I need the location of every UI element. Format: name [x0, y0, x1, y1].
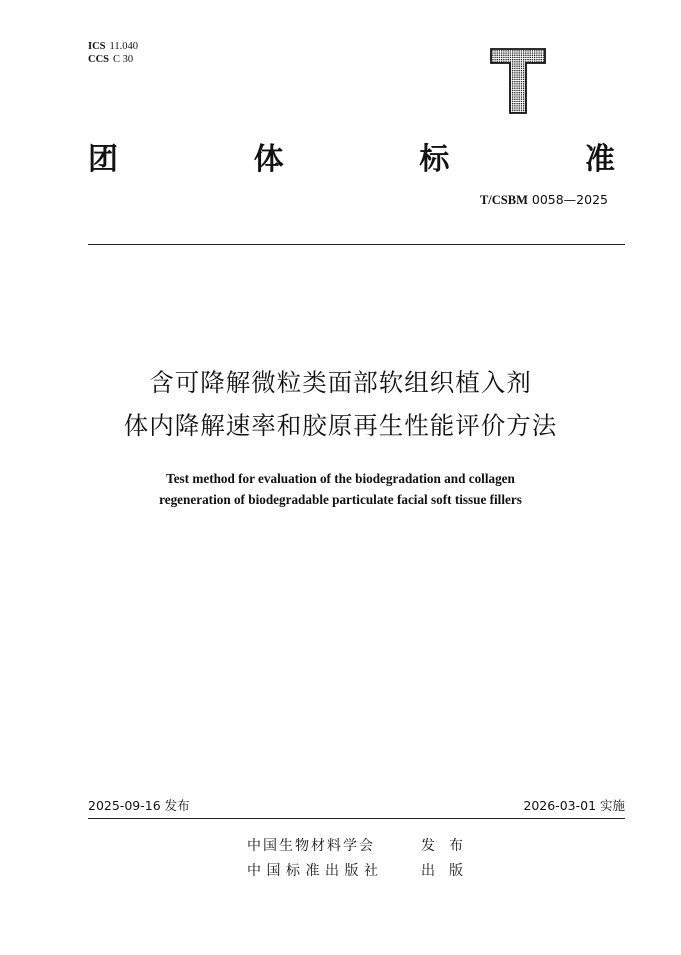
standard-type-char: 标 — [419, 142, 450, 177]
title-en-line1: Test method for evaluation of the biodegradation and collagen — [166, 471, 515, 486]
press-name: 中国标准出版社 — [247, 863, 384, 879]
implement-date: 2026-03-01 实施 — [523, 798, 625, 813]
classification-codes — [88, 40, 138, 66]
ics-label: ICS — [88, 41, 106, 52]
footer-divider — [88, 818, 625, 819]
title-cn-line2: 体内降解速率和胶原再生性能评价方法 — [123, 411, 558, 440]
title-cn-line1: 含可降解微粒类面部软组织植入剂 — [149, 368, 532, 397]
issuer-action: 发布 — [421, 838, 477, 854]
title-en-line2: regeneration of biodegradable particulate facial soft tissue fillers — [159, 492, 522, 507]
standard-type-char: 体 — [253, 142, 284, 177]
ccs-label: CCS — [88, 54, 110, 65]
ics-value: 11.040 — [109, 41, 139, 52]
ccs-value: C 30 — [113, 54, 134, 65]
header-divider — [88, 244, 625, 245]
standard-number — [480, 192, 608, 208]
standard-type-title — [88, 141, 615, 179]
standard-number-prefix: T/CSBM — [479, 193, 528, 207]
standard-type-char: 准 — [584, 142, 615, 177]
ccs-line — [88, 53, 138, 66]
standard-type-logo — [490, 48, 546, 114]
publish-date: 2025-09-16 发布 — [88, 798, 190, 813]
issuer-name: 中国生物材料学会 — [247, 838, 375, 854]
ics-line — [88, 40, 138, 53]
press-action: 出版 — [421, 863, 477, 879]
standard-number-value: 0058—2025 — [531, 192, 608, 207]
standard-type-char: 团 — [88, 142, 118, 177]
